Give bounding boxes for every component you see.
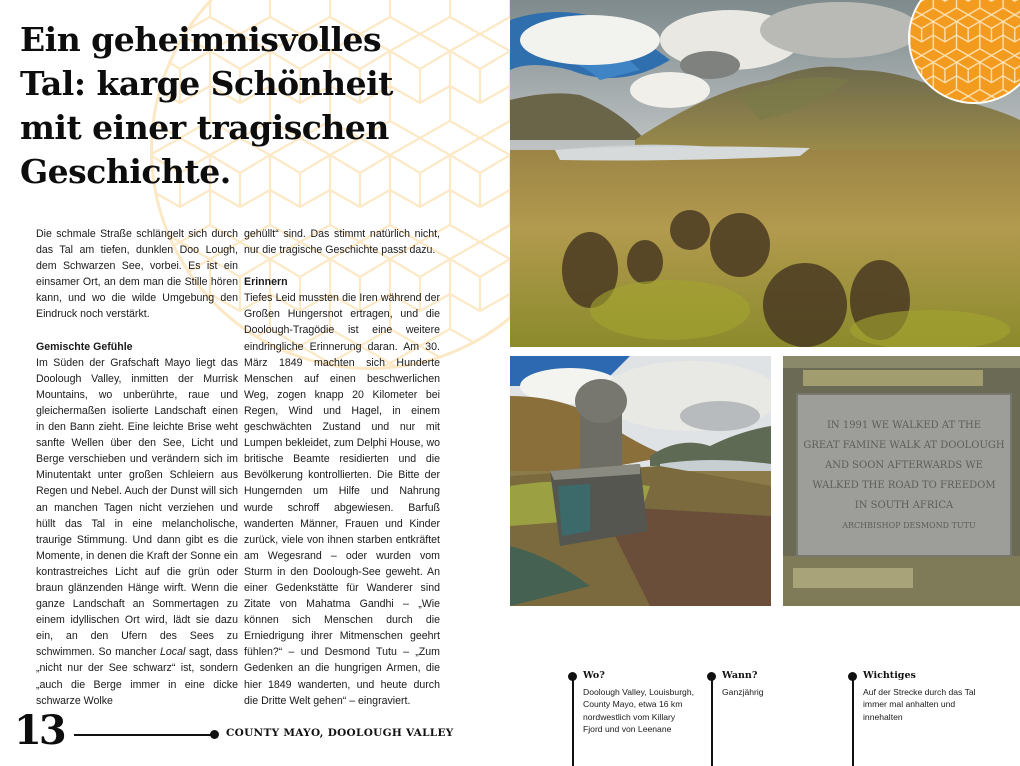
info-rule <box>711 674 713 766</box>
body-text: sagt, dass „nicht nur der See schwarz“ ist, sondern „auch die Berge immer in eine dicke schwarze Wolke <box>36 646 238 707</box>
info-text: Ganzjährig <box>722 687 764 697</box>
subheading: Gemischte Gefühle <box>36 340 133 353</box>
info-title: Wann? <box>722 670 758 681</box>
info-where <box>572 672 697 766</box>
footer-rule <box>74 734 214 736</box>
section-gemischte-gefuehle <box>36 339 238 709</box>
info-bullet-icon <box>848 672 857 681</box>
continuation-paragraph: gehüllt“ sind. Das stimmt natürlich nicht, nur die tragische Geschichte passt dazu. <box>244 228 440 257</box>
info-when <box>711 672 836 766</box>
info-title: Wo? <box>583 670 605 681</box>
svg-text:IN SOUTH AFRICA: IN SOUTH AFRICA <box>854 500 954 511</box>
info-bullet-icon <box>568 672 577 681</box>
memorial-plaque-photo <box>783 356 1020 606</box>
famine-memorial-cross-photo <box>510 356 771 606</box>
section-erinnern <box>244 274 440 709</box>
article-headline: Ein geheimnisvolles Tal: karge Schönheit mit einer tragischen Geschichte. <box>20 20 393 191</box>
intro-paragraph: Die schmale Straße schlängelt sich durch das Tal am tiefen, dunklen Doo Lough, dem Schwarzen See, vorbei. Es ist ein einsamer Ort, an dem man die Stille hören kann, und wo die wilde Umgebung den Eindruck noch verstärkt. <box>36 228 238 321</box>
subheading: Erinnern <box>244 276 288 289</box>
info-rule <box>572 674 574 766</box>
info-bullet-icon <box>707 672 716 681</box>
plaque-line: IN 1991 WE WALKED AT THE <box>826 420 982 431</box>
section-label: COUNTY MAYO, DOOLOUGH VALLEY <box>226 727 454 739</box>
body-text: Tiefes Leid mussten die Iren während der Großen Hungersnot ertragen, und die Doolough-Tragödie ist eine weitere eindringliche Erinnerung daran. Am 30. März 1849 machten sich Hunderte Menschen auf einen beschwerlichen Weg, zogen knapp 20 Kilometer bei Regen, Wind und Hagel, in einem geschwächten Zustand und nur mit Lumpen bekleidet, zum Delphi House, wo britische Beamte residierten und die Bevölkerung kontrollierten. Die Bitte der Hungernden um Hilfe und Nahrung wurde schroff abgewiesen. Barfuß wanderten Männer, Frauen und Kinder zurück, viele von ihnen starben entkräftet am Wegesrand – oder wurden vom Sturm in den Doolough-See geweht. An einer Gedenkstätte für Wanderer sind Zitate von Mahatma Gandhi – „Wie können sich Menschen durch die Erniedrigung ihrer Mitmenschen geehrt fühlen?“ – und Desmond Tutu – „Zum Gedenken an die hungrigen Armen, die hier 1849 wanderten, und heute durch die Dritte Welt gehen“ – eingraviert. <box>244 292 440 707</box>
info-rule <box>852 674 854 766</box>
body-text: Im Süden der Grafschaft Mayo liegt das Doolough Valley, inmitten der Murrisk Mountains, wo unberührte, raue und gleichermaßen isolierte Landschaft einen in den Bann zieht. Eine leichte Brise weht sanfte Wellen über den See, Licht und Berge verschieben und verändern sich im Minutentakt unter großen Schleiern aus Regen und Nebel. Auch der Dunst will sich an manchen Tagen nicht verziehen und hüllt das Tal in eine melancholische, traurige Stimmung. Und dann gibt es die Momente, in denen die Kraft der Sonne ein kontrastreiches Licht auf die grün oder braun glänzenden Hänge wirft. Wenn die ganze Landschaft an Sommertagen zu einem idyllischen Ort wird, lädt sie dazu ein, an den Ufern des Sees zu schwimmen. So mancher <box>36 356 239 659</box>
svg-text:GREAT FAMINE WALK AT DOOLOUGH: GREAT FAMINE WALK AT DOOLOUGH <box>803 440 1005 451</box>
svg-text:WALKED THE ROAD TO FREEDOM: WALKED THE ROAD TO FREEDOM <box>812 480 996 491</box>
info-text: Auf der Strecke durch das Tal immer mal anhalten und innehalten <box>863 687 976 722</box>
page-number: 13 <box>14 707 64 754</box>
info-title: Wichtiges <box>863 670 916 681</box>
footer-bullet-icon <box>210 730 219 739</box>
text-column-1 <box>36 226 238 725</box>
right-page <box>510 0 1020 766</box>
info-important <box>852 672 992 766</box>
page-footer <box>14 706 454 756</box>
svg-text:AND SOON AFTERWARDS WE: AND SOON AFTERWARDS WE <box>825 460 983 471</box>
info-text: Doolough Valley, Louisburgh, County Mayo, etwa 16 km nordwestlich vom Killary Fjord und von Leenane <box>583 687 694 735</box>
text-column-2 <box>244 226 440 725</box>
svg-text:ARCHBISHOP DESMOND TUTU: ARCHBISHOP DESMOND TUTU <box>842 521 976 530</box>
body-text-emphasis: Local <box>160 646 186 659</box>
